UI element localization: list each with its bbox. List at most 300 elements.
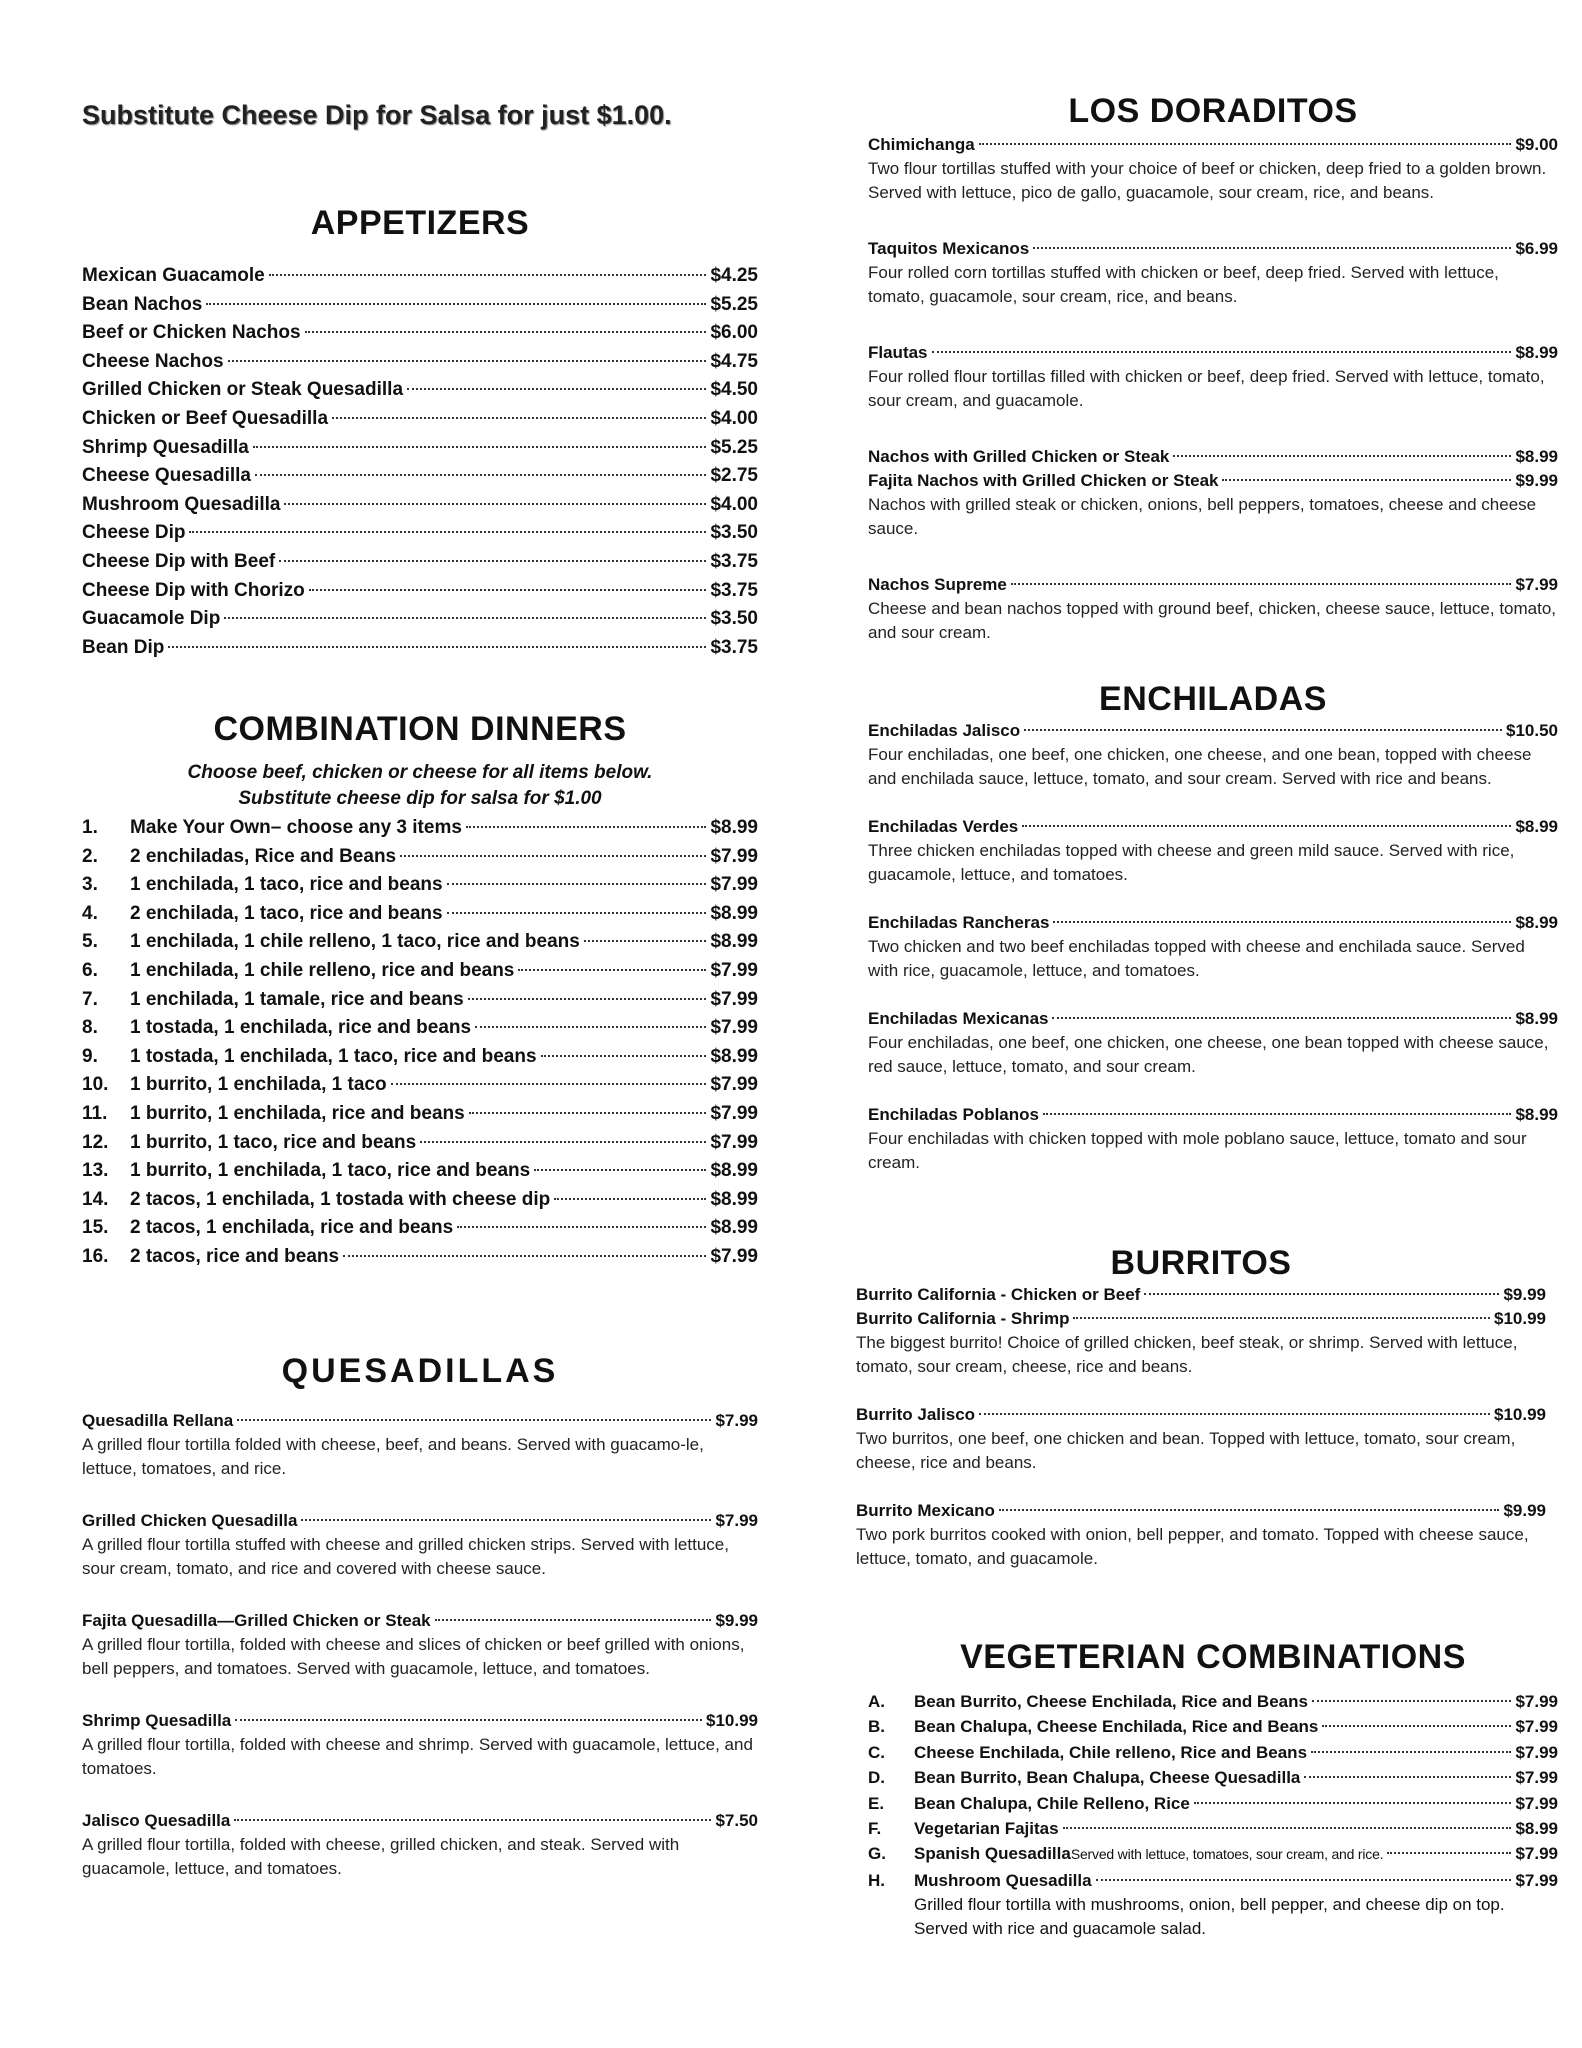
dot-leader <box>400 855 706 857</box>
item-number: F. <box>868 1819 882 1839</box>
dot-leader <box>253 446 707 448</box>
item-price: $3.75 <box>710 550 758 572</box>
item-name: Bean Burrito, Bean Chalupa, Cheese Quesadilla <box>914 1768 1301 1788</box>
dot-leader <box>999 1509 1500 1511</box>
item-name: Enchiladas Poblanos <box>868 1105 1039 1124</box>
item-name: Enchiladas Rancheras <box>868 913 1050 932</box>
item-price: $7.99 <box>710 874 758 896</box>
dish-description: The biggest burrito! Choice of grilled chicken, beef steak, or shrimp. Served with lettuce, tomato, sour cream, cheese, rice and beans. <box>856 1333 1518 1376</box>
dish-description: A grilled flour tortilla folded with cheese, beef, and beans. Served with guacamo-le, lettuce, tomatoes, and rice. <box>82 1435 704 1478</box>
item-price: $9.99 <box>1515 471 1558 490</box>
dot-leader <box>237 1419 711 1421</box>
item-price: $7.99 <box>715 1411 758 1430</box>
item-name: Burrito Mexicano <box>856 1501 995 1520</box>
item-price: $4.50 <box>710 379 758 401</box>
dish-description: Two burritos, one beef, one chicken and bean. Topped with lettuce, tomato, sour cream, cheese, rice and beans. <box>856 1429 1516 1472</box>
item-number: 10. <box>82 1074 109 1096</box>
burritos-title: BURRITOS <box>1110 1244 1292 1282</box>
menu-item <box>82 405 758 434</box>
dot-leader <box>1312 1700 1511 1702</box>
menu-item <box>856 1499 1546 1523</box>
item-price: $2.75 <box>710 465 758 487</box>
dot-leader <box>255 474 706 476</box>
menu-item <box>868 1841 1558 1867</box>
dot-leader <box>447 883 707 885</box>
item-name: Fajita Nachos with Grilled Chicken or Steak <box>868 471 1219 490</box>
dot-leader <box>932 351 1512 353</box>
enchiladas-list <box>868 719 1558 1175</box>
item-number: 8. <box>82 1017 98 1039</box>
item-name: Chimichanga <box>868 135 975 154</box>
item-name: 1 tostada, 1 enchilada, rice and beans <box>130 1017 472 1039</box>
item-number: 15. <box>82 1217 109 1239</box>
combination-section <box>82 710 758 1272</box>
dot-leader <box>168 646 706 648</box>
item-price: $8.99 <box>710 931 758 953</box>
item-price: $9.99 <box>1503 1285 1546 1304</box>
item-price: $9.00 <box>1515 135 1558 154</box>
item-name: 1 enchilada, 1 taco, rice and beans <box>130 874 443 896</box>
item-price: $8.99 <box>710 1217 758 1239</box>
doraditos-title: LOS DORADITOS <box>1068 92 1358 130</box>
item-name: 2 tacos, rice and beans <box>130 1245 340 1267</box>
item-name: 1 burrito, 1 enchilada, 1 taco <box>130 1074 387 1096</box>
item-name: Enchiladas Verdes <box>868 817 1019 836</box>
item-name: Enchiladas Mexicanas <box>868 1009 1049 1028</box>
dot-leader <box>235 1719 702 1721</box>
dish <box>82 1509 758 1581</box>
dot-leader <box>475 1026 706 1028</box>
item-price: $7.99 <box>1515 1870 1558 1890</box>
item-name: 1 enchilada, 1 chile relleno, 1 taco, rice and beans <box>130 931 580 953</box>
item-price: $10.99 <box>706 1711 758 1730</box>
item-name: Shrimp Quesadilla <box>82 436 249 458</box>
menu-item <box>82 1014 758 1043</box>
doraditos-list <box>868 133 1558 645</box>
item-number: 5. <box>82 931 98 953</box>
item-price: $7.99 <box>1515 1692 1558 1711</box>
dot-leader <box>206 303 706 305</box>
item-price: $8.99 <box>710 902 758 924</box>
dish-description: A grilled flour tortilla, folded with cheese and shrimp. Served with guacamole, lettuce, and tomatoes. <box>82 1735 753 1778</box>
menu-item <box>868 133 1558 157</box>
dish <box>82 1709 758 1781</box>
item-name: Cheese Dip with Chorizo <box>82 579 305 601</box>
item-price: $8.99 <box>710 1188 758 1210</box>
dot-leader <box>979 143 1512 145</box>
item-number: 7. <box>82 988 98 1010</box>
item-name: 1 burrito, 1 enchilada, 1 taco, rice and beans <box>130 1160 531 1182</box>
menu-item <box>868 469 1558 493</box>
dot-leader <box>979 1413 1490 1415</box>
item-price: $8.99 <box>1515 913 1558 932</box>
item-price: $7.99 <box>710 959 758 981</box>
item-name: 1 burrito, 1 enchilada, rice and beans <box>130 1102 465 1124</box>
item-price: $3.75 <box>710 636 758 658</box>
enchiladas-title: ENCHILADAS <box>1099 680 1327 718</box>
item-number: 14. <box>82 1188 109 1210</box>
item-name: Grilled Chicken or Steak Quesadilla <box>82 379 404 401</box>
dot-leader <box>1222 479 1511 481</box>
item-name: Mushroom Quesadilla <box>82 493 281 515</box>
menu-item <box>82 814 758 843</box>
item-number: 3. <box>82 874 98 896</box>
menu-item <box>856 1307 1546 1331</box>
menu-item <box>868 1868 1558 1893</box>
menu-item <box>82 1609 758 1633</box>
item-price: $3.75 <box>710 579 758 601</box>
item-price: $7.99 <box>1515 1742 1558 1762</box>
menu-item <box>82 871 758 900</box>
dot-leader <box>189 531 706 533</box>
item-number: 9. <box>82 1045 98 1067</box>
menu-item <box>82 548 758 577</box>
dish <box>868 133 1558 205</box>
item-price: $3.50 <box>710 522 758 544</box>
item-name: Cheese Dip with Beef <box>82 550 276 572</box>
item-price: $8.99 <box>710 817 758 838</box>
item-name: Burrito Jalisco <box>856 1405 976 1424</box>
item-number: 16. <box>82 1245 109 1267</box>
dot-leader <box>420 1141 706 1143</box>
dish-description: Two chicken and two beef enchiladas topped with cheese and enchilada sauce. Served with rice, guacamole, lettuce, and tomatoes. <box>868 937 1525 980</box>
item-price: $7.99 <box>1515 575 1558 594</box>
menu-item <box>82 1129 758 1158</box>
item-price: $7.99 <box>710 845 758 867</box>
item-number: B. <box>868 1717 885 1737</box>
item-name: Nachos with Grilled Chicken or Steak <box>868 447 1170 466</box>
menu-item <box>856 1283 1546 1307</box>
dish <box>82 1609 758 1681</box>
dot-leader <box>1194 1802 1512 1804</box>
menu-item <box>82 1100 758 1129</box>
combination-subtitle-2: Substitute cheese dip for salsa for $1.00 <box>238 788 602 809</box>
menu-item <box>82 577 758 606</box>
menu-item <box>82 986 758 1015</box>
dish-description: Grilled flour tortilla with mushrooms, onion, bell pepper, and cheese dip on top. Served with rice and guacamole salad. <box>914 1895 1505 1939</box>
dish-description: A grilled flour tortilla stuffed with cheese and grilled chicken strips. Served with lettuce, sour cream, tomato, and rice and covered with cheese sauce. <box>82 1535 729 1578</box>
menu-item <box>82 1214 758 1243</box>
item-price: $9.99 <box>715 1611 758 1630</box>
quesadillas-section <box>82 1352 758 1881</box>
item-price: $7.99 <box>710 1102 758 1124</box>
combination-list <box>82 814 758 1272</box>
dish-description: Two flour tortillas stuffed with your choice of beef or chicken, deep fried to a golden brown. Served with lettuce, pico de gallo, guacamole, sour cream, rice, and beans. <box>868 159 1547 202</box>
item-price: $7.99 <box>710 1017 758 1039</box>
item-number: 11. <box>82 1102 108 1124</box>
menu-item <box>82 1409 758 1433</box>
dish <box>868 911 1558 983</box>
menu-item <box>82 843 758 872</box>
menu-item <box>82 634 758 663</box>
dot-leader <box>1387 1852 1511 1854</box>
dot-leader <box>1173 455 1511 457</box>
menu-item <box>82 491 758 520</box>
item-price: $7.99 <box>1515 1717 1558 1737</box>
item-price: $8.99 <box>1515 343 1558 362</box>
menu-item <box>82 605 758 634</box>
item-name: Enchiladas Jalisco <box>868 721 1021 740</box>
dot-leader <box>343 1255 706 1257</box>
dish <box>868 1007 1558 1079</box>
quesadillas-title: QUESADILLAS <box>281 1352 559 1390</box>
item-price: $8.99 <box>1515 1819 1558 1839</box>
item-price: $10.99 <box>1494 1405 1546 1424</box>
item-name: Mushroom Quesadilla <box>914 1870 1092 1890</box>
menu-item <box>868 911 1558 935</box>
dot-leader <box>518 969 706 971</box>
item-price: $7.99 <box>1515 1768 1558 1788</box>
item-price: $8.99 <box>1515 817 1558 836</box>
menu-item <box>868 1740 1558 1765</box>
item-price: $10.50 <box>1506 721 1558 740</box>
item-name: 1 tostada, 1 enchilada, 1 taco, rice and beans <box>130 1045 537 1067</box>
menu-item <box>868 1816 1558 1841</box>
item-name: 1 enchilada, 1 chile relleno, rice and beans <box>130 959 515 981</box>
menu-item <box>856 1403 1546 1427</box>
menu-item <box>82 1186 758 1215</box>
item-name: Cheese Enchilada, Chile relleno, Rice and Beans <box>914 1742 1308 1762</box>
dot-leader <box>1043 1113 1511 1115</box>
item-name: 2 enchilada, 1 taco, rice and beans <box>130 902 443 924</box>
item-number: 2. <box>82 845 98 867</box>
doraditos-section <box>868 92 1558 645</box>
menu-item <box>868 573 1558 597</box>
item-name: Bean Chalupa, Cheese Enchilada, Rice and Beans <box>914 1717 1319 1737</box>
dot-leader <box>1033 247 1511 249</box>
menu-item <box>82 1243 758 1272</box>
menu-item <box>82 1157 758 1186</box>
burritos-section <box>856 1244 1546 1571</box>
dot-leader <box>1096 1879 1512 1881</box>
dot-leader <box>457 1226 706 1228</box>
item-price: $4.75 <box>710 350 758 372</box>
dot-leader <box>534 1169 706 1171</box>
dot-leader <box>301 1519 711 1521</box>
dot-leader <box>284 503 706 505</box>
appetizers-title: APPETIZERS <box>310 204 530 242</box>
item-name: Nachos Supreme <box>868 575 1007 594</box>
item-number: A. <box>868 1692 885 1711</box>
dot-leader <box>224 617 706 619</box>
menu-item <box>868 1791 1558 1816</box>
item-name: Flautas <box>868 343 928 362</box>
menu-item <box>82 1043 758 1072</box>
item-name: Bean Nachos <box>82 293 203 315</box>
dish-description: Three chicken enchiladas topped with cheese and green mild sauce. Served with rice, guacamole, lettuce, and tomatoes. <box>868 841 1515 884</box>
item-name: Bean Burrito, Cheese Enchilada, Rice and Beans <box>914 1692 1308 1711</box>
item-price: $8.99 <box>1515 1105 1558 1124</box>
menu-item <box>82 900 758 929</box>
dot-leader <box>391 1083 707 1085</box>
dot-leader <box>1073 1317 1490 1319</box>
dish-description: Cheese and bean nachos topped with ground beef, chicken, cheese sauce, lettuce, tomato, and sour cream. <box>868 599 1557 642</box>
item-number: D. <box>868 1768 885 1788</box>
item-number: 6. <box>82 959 98 981</box>
dish-description: Four enchiladas, one beef, one chicken, one cheese, and one bean, topped with cheese and enchilada sauce, lettuce, tomato, and sour cream. Served with rice and beans. <box>868 745 1532 788</box>
item-name: Burrito California - Chicken or Beef <box>856 1285 1141 1304</box>
item-name: 1 burrito, 1 taco, rice and beans <box>130 1131 417 1153</box>
item-price: $3.50 <box>710 608 758 630</box>
combination-title: COMBINATION DINNERS <box>213 710 627 748</box>
dish <box>856 1283 1546 1379</box>
item-name: Cheese Dip <box>82 522 186 544</box>
dish-description: Four rolled flour tortillas filled with chicken or beef, deep fried. Served with lettuce, tomato, sour cream, and guacamole. <box>868 367 1545 410</box>
menu-item <box>868 815 1558 839</box>
menu-item <box>868 1689 1558 1714</box>
item-price: $7.99 <box>710 1245 758 1267</box>
vegetarian-section <box>868 1638 1558 1941</box>
dot-leader <box>468 998 707 1000</box>
dish-description: Four enchiladas with chicken topped with mole poblano sauce, lettuce, tomato and sour cream. <box>868 1129 1527 1172</box>
item-price: $4.25 <box>710 265 758 286</box>
vegetarian-list <box>868 1689 1558 1941</box>
dish <box>868 445 1558 541</box>
dish <box>82 1809 758 1881</box>
item-name: 2 tacos, 1 enchilada, 1 tostada with cheese dip <box>130 1188 551 1210</box>
dish <box>868 341 1558 413</box>
menu-item <box>868 237 1558 261</box>
menu-item <box>82 462 758 491</box>
menu-item <box>82 1071 758 1100</box>
vegetarian-title: VEGETERIAN COMBINATIONS <box>960 1638 1466 1676</box>
dish-description: Four enchiladas, one beef, one chicken, one cheese, one bean topped with cheese sauce, red sauce, lettuce, tomato, and sour cream. <box>868 1033 1549 1076</box>
item-name: Cheese Nachos <box>82 350 224 372</box>
item-number: C. <box>868 1742 885 1762</box>
dot-leader <box>1024 729 1502 731</box>
dish <box>856 1403 1546 1475</box>
dot-leader <box>407 388 706 390</box>
quesadillas-list <box>82 1409 758 1881</box>
dot-leader <box>1052 1017 1511 1019</box>
item-number: 4. <box>82 902 98 924</box>
item-price: $4.00 <box>710 407 758 429</box>
dot-leader <box>1311 1751 1511 1753</box>
dot-leader <box>309 589 707 591</box>
dish <box>868 719 1558 791</box>
item-name: Bean Dip <box>82 636 165 658</box>
dot-leader <box>1053 921 1511 923</box>
item-name: Cheese Quesadilla <box>82 465 251 487</box>
item-price: $7.99 <box>710 1131 758 1153</box>
item-name: Beef or Chicken Nachos <box>82 322 301 344</box>
dot-leader <box>228 360 707 362</box>
dot-leader <box>584 940 707 942</box>
item-note: Served with lettuce, tomatoes, sour cream, and rice. <box>1070 1846 1384 1863</box>
appetizers-section <box>82 204 758 662</box>
menu-item <box>82 1709 758 1733</box>
item-name: 2 tacos, 1 enchilada, rice and beans <box>130 1217 454 1239</box>
item-name: 2 enchiladas, Rice and Beans <box>130 845 397 867</box>
item-price: $8.99 <box>1515 447 1558 466</box>
item-price: $7.99 <box>710 1074 758 1096</box>
menu-item <box>868 1103 1558 1127</box>
item-price: $7.99 <box>1515 1793 1558 1813</box>
appetizers-list <box>82 262 758 662</box>
menu-item <box>82 1809 758 1833</box>
item-price: $7.99 <box>710 988 758 1010</box>
item-price: $7.99 <box>1515 1844 1558 1864</box>
item-price: $4.00 <box>710 493 758 515</box>
dish <box>868 815 1558 887</box>
dot-leader <box>1322 1725 1511 1727</box>
item-name: Jalisco Quesadilla <box>82 1811 231 1830</box>
item-number: E. <box>868 1793 885 1813</box>
menu-item <box>82 262 758 291</box>
dot-leader <box>279 560 706 562</box>
menu-item <box>82 519 758 548</box>
item-price: $8.99 <box>1515 1009 1558 1028</box>
dot-leader <box>1063 1827 1512 1829</box>
dot-leader <box>466 826 707 828</box>
item-name: Shrimp Quesadilla <box>82 1711 232 1730</box>
dish-description: Two pork burritos cooked with onion, bell pepper, and tomato. Topped with cheese sauce, lettuce, tomato, and guacamole. <box>856 1525 1529 1568</box>
enchiladas-section <box>868 680 1558 1175</box>
dot-leader <box>234 1819 711 1821</box>
menu-item <box>868 445 1558 469</box>
item-name: Spanish Quesadilla <box>914 1844 1071 1864</box>
item-name: Vegetarian Fajitas <box>914 1819 1059 1839</box>
menu-item <box>82 957 758 986</box>
item-name: Taquitos Mexicanos <box>868 239 1030 258</box>
dish-description: A grilled flour tortilla, folded with cheese, grilled chicken, and steak. Served with guacamole, lettuce, and tomatoes. <box>82 1835 680 1878</box>
menu-item <box>82 319 758 348</box>
item-price: $5.25 <box>710 293 758 315</box>
item-number: 13. <box>82 1160 109 1182</box>
dot-leader <box>447 912 707 914</box>
menu-item <box>82 348 758 377</box>
dot-leader <box>1022 825 1511 827</box>
item-name: Guacamole Dip <box>82 608 221 630</box>
dot-leader <box>1011 583 1512 585</box>
item-name: Quesadilla Rellana <box>82 1411 234 1430</box>
item-name: Chicken or Beef Quesadilla <box>82 407 329 429</box>
dish <box>868 237 1558 309</box>
menu-item <box>82 376 758 405</box>
item-price: $9.99 <box>1503 1501 1546 1520</box>
item-name: Grilled Chicken Quesadilla <box>82 1511 298 1530</box>
item-price: $5.25 <box>710 436 758 458</box>
item-price: $10.99 <box>1494 1309 1546 1328</box>
dot-leader <box>1304 1776 1511 1778</box>
dish <box>82 1409 758 1481</box>
item-name: Make Your Own– choose any 3 items <box>130 817 462 838</box>
dish <box>868 1103 1558 1175</box>
item-price: $6.00 <box>710 322 758 344</box>
item-name: Fajita Quesadilla—Grilled Chicken or Steak <box>82 1611 431 1630</box>
item-number: 1. <box>82 817 98 838</box>
salsa-substitution-notice: Substitute Cheese Dip for Salsa for just $1.00. <box>82 100 672 130</box>
menu-item <box>82 928 758 957</box>
menu-item <box>868 719 1558 743</box>
item-number: H. <box>868 1870 885 1890</box>
dot-leader <box>269 274 707 276</box>
item-number: G. <box>868 1844 886 1864</box>
item-price: $7.99 <box>715 1511 758 1530</box>
dot-leader <box>1144 1293 1499 1295</box>
dot-leader <box>435 1619 712 1621</box>
item-price: $7.50 <box>715 1811 758 1830</box>
combination-subtitle-1: Choose beef, chicken or cheese for all items below. <box>187 762 653 783</box>
item-number: 12. <box>82 1131 109 1153</box>
burritos-list <box>856 1283 1546 1571</box>
dish <box>868 573 1558 645</box>
menu-item <box>868 341 1558 365</box>
dot-leader <box>305 331 707 333</box>
menu-item <box>868 1714 1558 1739</box>
dot-leader <box>554 1198 706 1200</box>
item-price: $6.99 <box>1515 239 1558 258</box>
